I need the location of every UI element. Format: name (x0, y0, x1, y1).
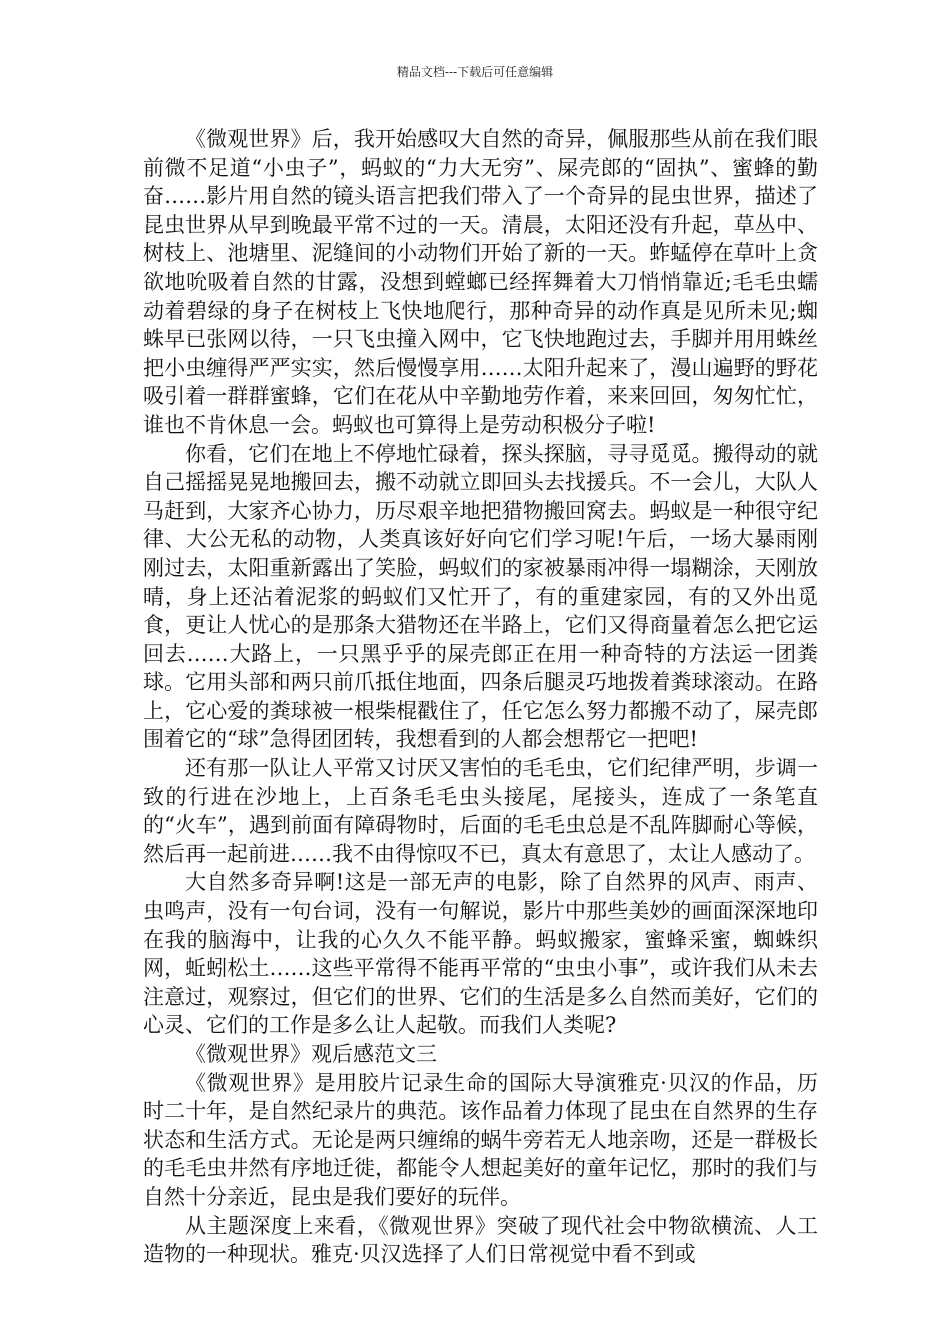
paragraph-5: 《微观世界》是用胶片记录生命的国际大导演雅克·贝汉的作品，历时二十年，是自然纪录片的典范。该作品着力体现了昆虫在自然界的生存状态和生活方式。无论是两只缠绵的蜗牛旁若无人地亲吻，还是一群极长的毛毛虫井然有序地迁徙，都能令人想起美好的童年记忆，那时的我们与自然十分亲近，昆虫是我们要好的玩伴。 (143, 1070, 818, 1209)
paragraph-6: 从主题深度上来看，《微观世界》突破了现代社会中物欲横流、人工造物的一种现状。雅克·贝汉选择了人们日常视觉中看不到或 (143, 1213, 818, 1267)
paragraph-2: 你看，它们在地上不停地忙碌着，探头探脑，寻寻觅觅。搬得动的就自己摇摇晃晃地搬回去，搬不动就立即回头去找援兵。不一会儿，大队人马赶到，大家齐心协力，历尽艰辛地把猎物搬回窝去。蚂蚁是一种很守纪律、大公无私的动物，人类真该好好向它们学习呢!午后，一场大暴雨刚刚过去，太阳重新露出了笑脸，蚂蚁们的家被暴雨冲得一塌糊涂，天刚放晴，身上还沾着泥浆的蚂蚁们又忙开了，有的重建家园，有的又外出觅食，更让人忧心的是那条大猎物还在半路上，它们又得商量着怎么把它运回去……大路上，一只黑乎乎的屎壳郎正在用一种奇特的方法运一团粪球。它用头部和两只前爪抵住地面，四条后腿灵巧地拨着粪球滚动。在路上，它心爱的粪球被一根柴棍戳住了，任它怎么努力都搬不动了，屎壳郎围着它的“球”急得团团转，我想看到的人都会想帮它一把吧! (143, 441, 818, 752)
page-header: 精品文档---下载后可任意编辑 (396, 65, 554, 79)
document-body (143, 125, 818, 1269)
section-title: 《微观世界》观后感范文三 (185, 1042, 437, 1066)
paragraph-3: 还有那一队让人平常又讨厌又害怕的毛毛虫，它们纪律严明，步调一致的行进在沙地上，上百条毛毛虫头接尾，尾接头，连成了一条笔直的“火车”，遇到前面有障碍物时，后面的毛毛虫总是不乱阵脚耐心等候，然后再一起前进……我不由得惊叹不已，真太有意思了，太让人感动了。 (143, 756, 818, 866)
paragraph-4: 大自然多奇异啊!这是一部无声的电影，除了自然界的风声、雨声、虫鸣声，没有一句台词，没有一句解说，影片中那些美妙的画面深深地印在我的脑海中，让我的心久久不能平静。蚂蚁搬家，蜜蜂采蜜，蜘蛛织网，蚯蚓松土……这些平常得不能再平常的“虫虫小事”，或许我们从未去注意过，观察过，但它们的世界、它们的生活是多么自然而美好，它们的心灵、它们的工作是多么让人起敬。而我们人类呢? (143, 870, 818, 1038)
paragraph-1: 《微观世界》后，我开始感叹大自然的奇异，佩服那些从前在我们眼前微不足道“小虫子”，蚂蚁的“力大无穷”、屎壳郎的“固执”、蜜蜂的勤奋……影片用自然的镜头语言把我们带入了一个奇异的昆虫世界，描述了昆虫世界从早到晚最平常不过的一天。清晨，太阳还没有升起，草丛中、树枝上、池塘里、泥缝间的小动物们开始了新的一天。蚱蜢停在草叶上贪欲地吮吸着自然的甘露，没想到螳螂已经挥舞着大刀悄悄靠近;毛毛虫蠕动着碧绿的身子在树枝上飞快地爬行，那种奇异的动作真是见所未见;蜘蛛早已张网以待，一只飞虫撞入网中，它飞快地跑过去，手脚并用用蛛丝把小虫缠得严严实实，然后慢慢享用……太阳升起来了，漫山遍野的野花吸引着一群群蜜蜂，它们在花从中辛勤地劳作着，来来回回，匆匆忙忙，谁也不肯休息一会。蚂蚁也可算得上是劳动积极分子啦! (143, 127, 818, 437)
